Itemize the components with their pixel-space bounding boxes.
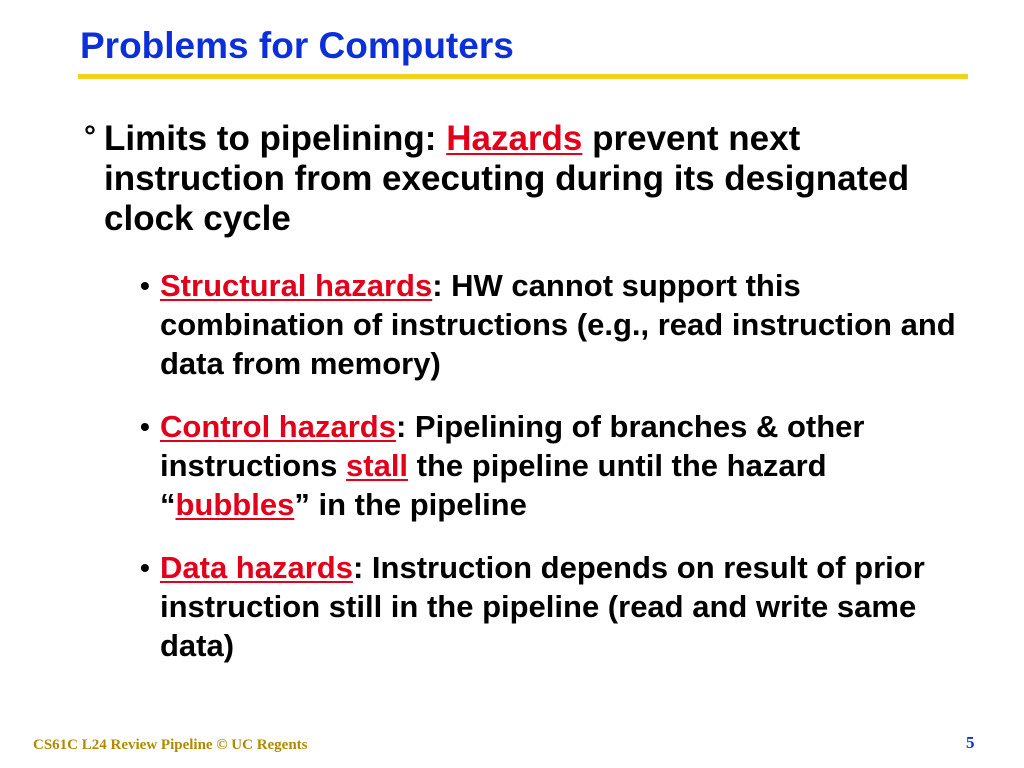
stall-term: stall xyxy=(346,448,409,483)
sub-bullet-marker-data: • xyxy=(140,552,150,583)
data-hazards-text: : Instruction depends on result of prior instruction still in the pipeline (read and write same data) xyxy=(160,550,925,663)
main-bullet-marker: ° xyxy=(84,120,96,153)
hazards-term: Hazards xyxy=(446,119,583,158)
main-bullet-lead: Limits to pipelining: xyxy=(104,119,447,158)
slide-footer: CS61C L24 Review Pipeline © UC Regents xyxy=(33,737,308,753)
main-bullet xyxy=(104,119,964,239)
bubbles-term: bubbles xyxy=(175,487,295,522)
control-hazards-text-b: the pipeline until the hazard “ xyxy=(160,448,827,522)
sub-bullet-data xyxy=(160,548,980,665)
title-underline-rule xyxy=(78,74,968,79)
sub-bullet-structural xyxy=(160,266,980,383)
structural-hazards-text: : HW cannot support this combination of instructions (e.g., read instruction and data from memory) xyxy=(160,268,956,381)
structural-hazards-term: Structural hazards xyxy=(160,268,433,303)
control-hazards-text-a: : Pipelining of branches & other instructions xyxy=(160,409,865,483)
main-bullet-rest: prevent next instruction from executing during its designated clock cycle xyxy=(104,119,910,238)
page-number: 5 xyxy=(966,733,975,752)
control-hazards-text-c: ” in the pipeline xyxy=(294,487,527,522)
data-hazards-term: Data hazards xyxy=(160,550,353,585)
sub-bullet-marker-structural: • xyxy=(140,270,150,301)
slide-title: Problems for Computers xyxy=(80,25,514,66)
sub-bullet-control xyxy=(160,407,980,524)
control-hazards-term: Control hazards xyxy=(160,409,396,444)
sub-bullet-marker-control: • xyxy=(140,411,150,442)
